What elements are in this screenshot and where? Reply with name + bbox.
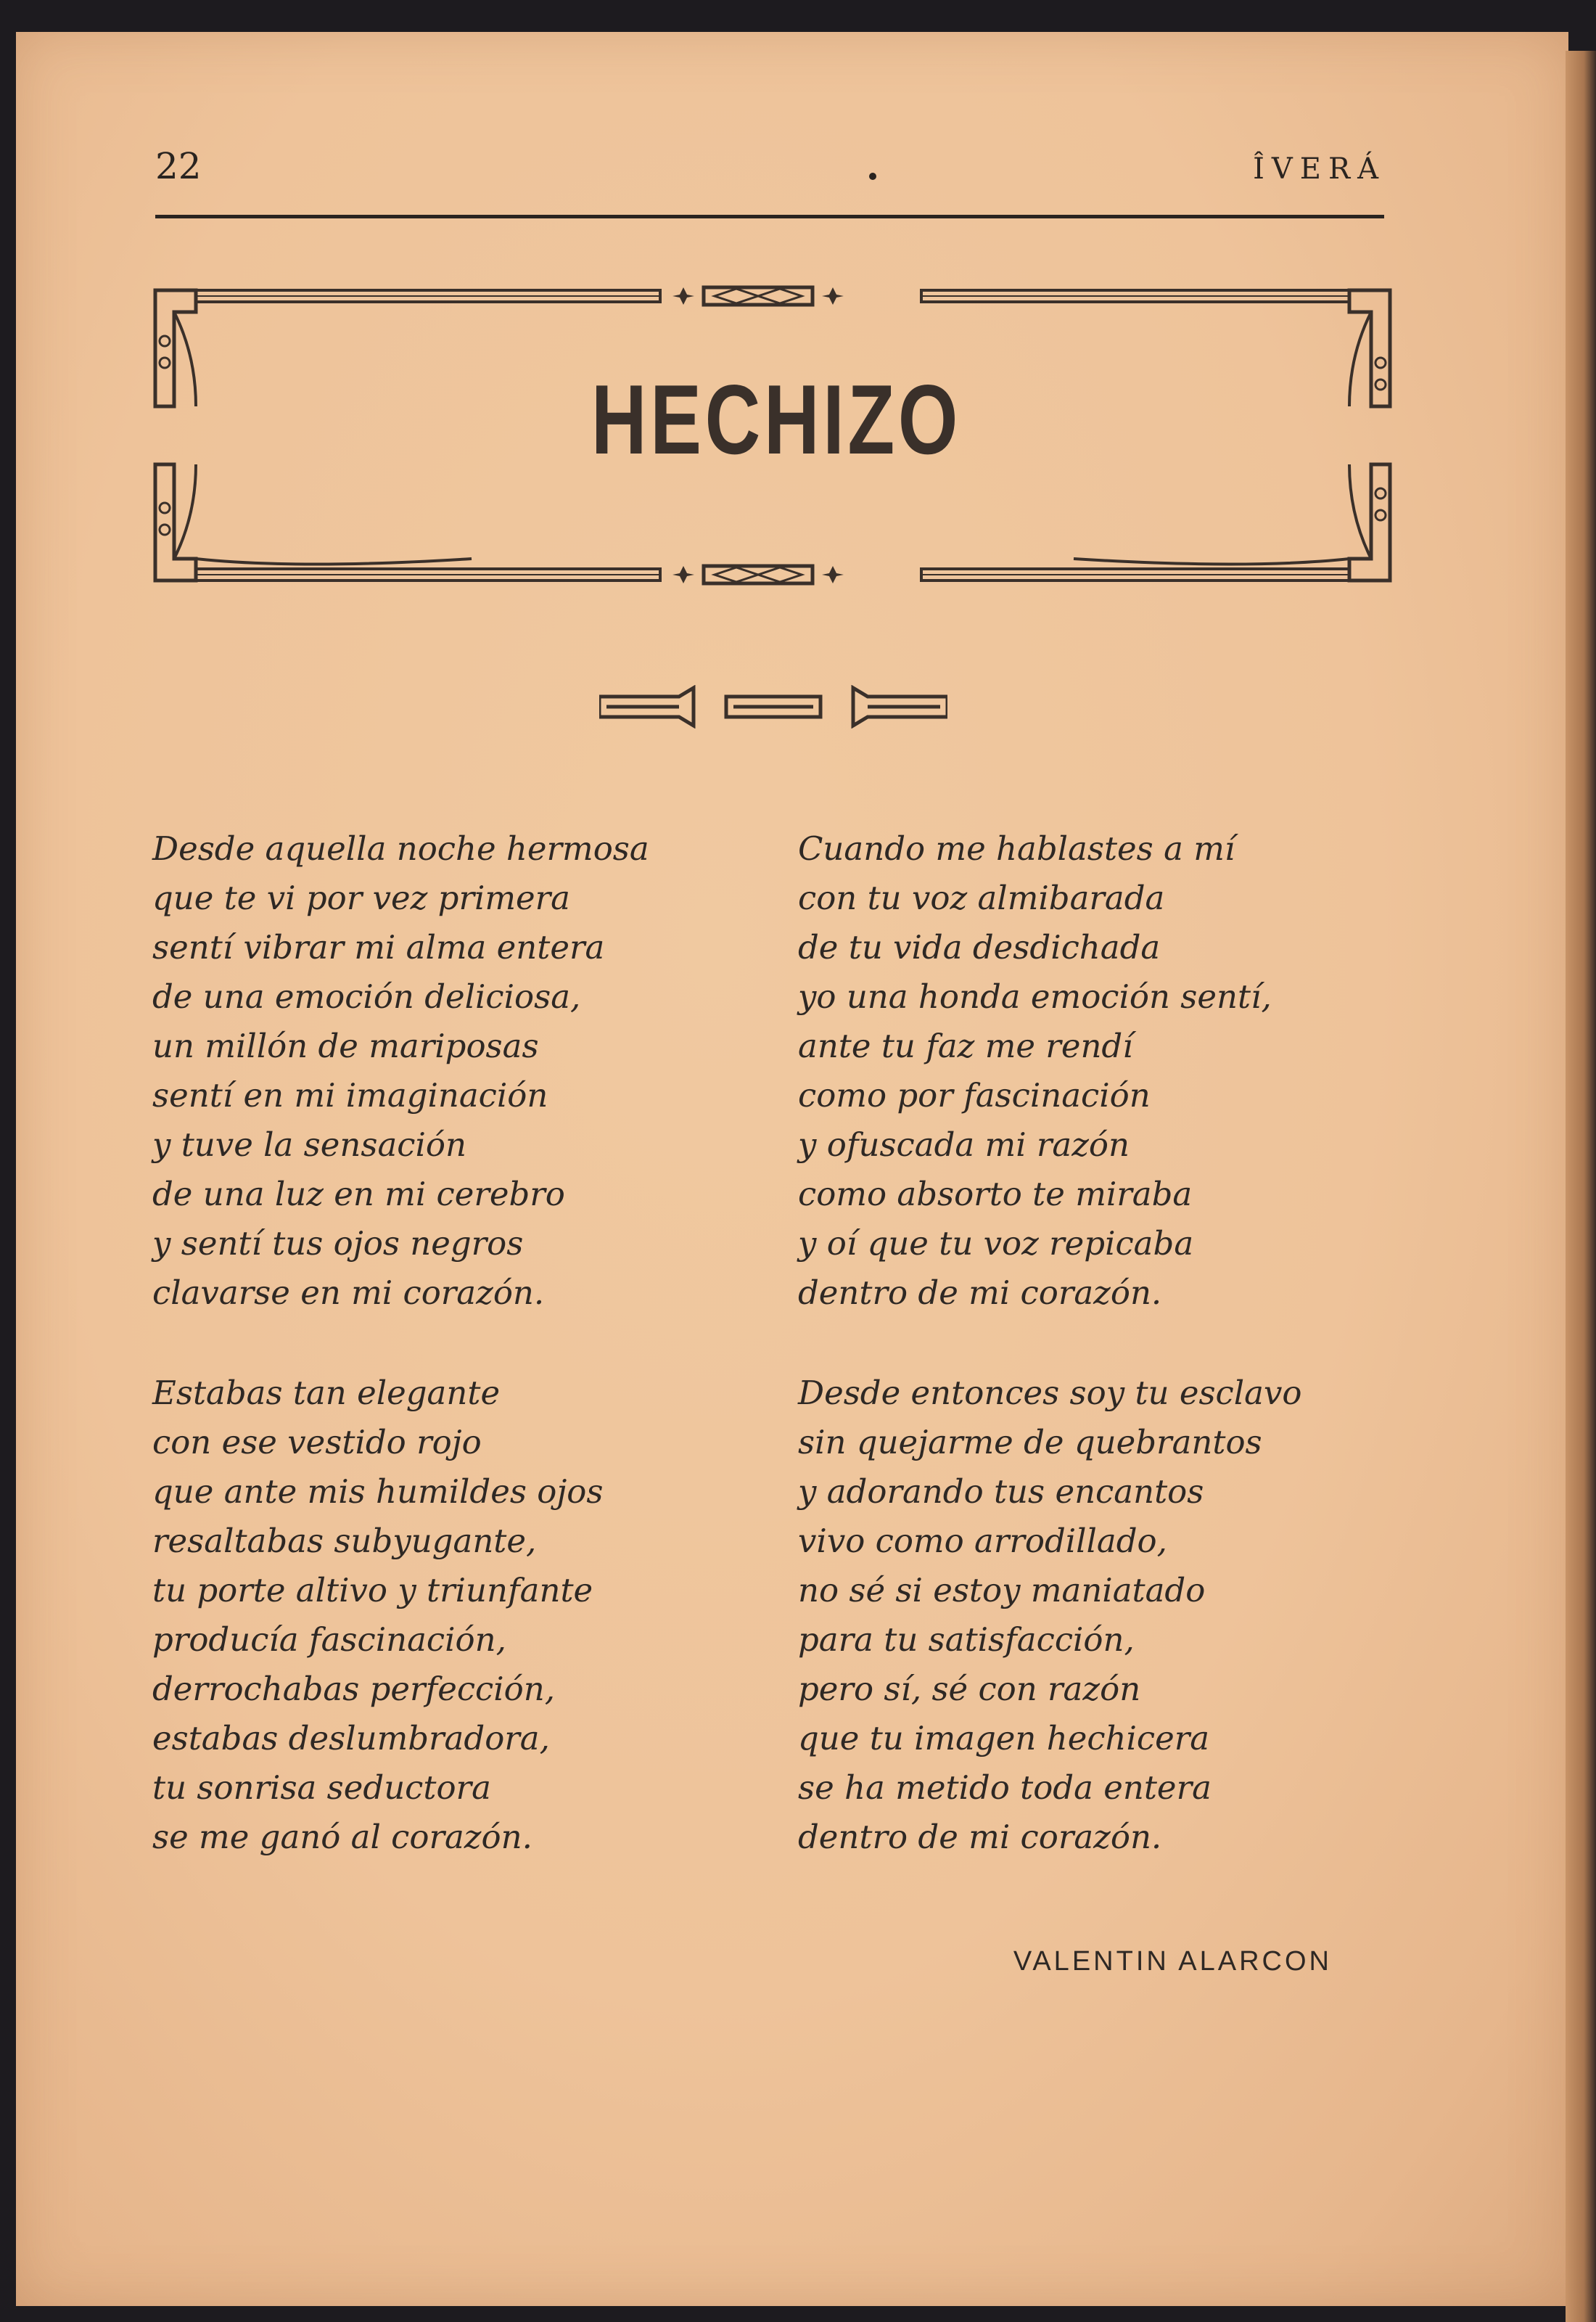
verse-line: como absorto te miraba [798,1175,1193,1213]
verse-line: se ha metido toda entera [798,1768,1212,1807]
running-title: ÎVERÁ [1253,152,1386,186]
poem-author: VALENTIN ALARCON [1013,1946,1332,1977]
verse-line: clavarse en mi corazón. [152,1273,545,1312]
verse-line: para tu satisfacción, [798,1620,1135,1659]
verse-line: un millón de mariposas [152,1027,539,1065]
verse-line: sentí vibrar mi alma entera [152,928,605,967]
verse-line: dentro de mi corazón. [798,1818,1162,1856]
verse-line: yo una honda emoción sentí, [798,977,1272,1016]
header-ornament-dot [869,173,876,180]
verse-line: Estabas tan elegante [152,1374,501,1412]
verse-line: que tu imagen hechicera [798,1719,1210,1757]
verse-line: de una emoción deliciosa, [152,977,581,1016]
stanza-4 [798,1369,1302,1862]
stanza-2 [798,824,1272,1318]
verse-line: y tuve la sensación [152,1125,466,1164]
verse-line: y sentí tus ojos negros [152,1224,524,1263]
verse-line: y oí que tu voz repicaba [798,1224,1194,1263]
verse-line: que ante mis humildes ojos [152,1472,604,1511]
verse-line: tu porte altivo y triunfante [152,1571,593,1609]
verse-line: y adorando tus encantos [798,1472,1204,1511]
verse-line: con ese vestido rojo [152,1423,482,1461]
page-number: 22 [155,145,202,187]
verse-line: como por fascinación [798,1076,1151,1115]
header-rule [155,215,1384,218]
verse-line: de tu vida desdichada [798,928,1161,967]
verse-line: vivo como arrodillado, [798,1522,1167,1560]
verse-line: Desde entonces soy tu esclavo [798,1374,1302,1412]
verse-line: estabas deslumbradora, [152,1719,550,1757]
ornamental-divider [599,685,947,729]
verse-line: dentro de mi corazón. [798,1273,1162,1312]
poem-title: HECHIZO [591,364,962,475]
verse-line: resaltabas subyugante, [152,1522,537,1560]
verse-line: Desde aquella noche hermosa [152,829,649,868]
verse-line: se me ganó al corazón. [152,1818,532,1856]
stanza-3 [152,1369,604,1862]
verse-line: producía fascinación, [152,1620,506,1659]
verse-line: de una luz en mi cerebro [152,1175,565,1213]
verse-line: pero sí, sé con razón [798,1670,1141,1708]
verse-line: sentí en mi imaginación [152,1076,548,1115]
verse-line: sin quejarme de quebrantos [798,1423,1262,1461]
verse-line: no sé si estoy maniatado [798,1571,1206,1609]
verse-line: tu sonrisa seductora [152,1768,491,1807]
verse-line: Cuando me hablastes a mí [798,829,1235,868]
verse-line: con tu voz almibarada [798,879,1165,917]
verse-line: y ofuscada mi razón [798,1125,1130,1164]
verse-line: ante tu faz me rendí [798,1027,1133,1065]
stanza-1 [152,824,649,1318]
page-edge [1566,51,1596,2322]
verse-line: que te vi por vez primera [152,879,570,917]
verse-line: derrochabas perfección, [152,1670,556,1708]
